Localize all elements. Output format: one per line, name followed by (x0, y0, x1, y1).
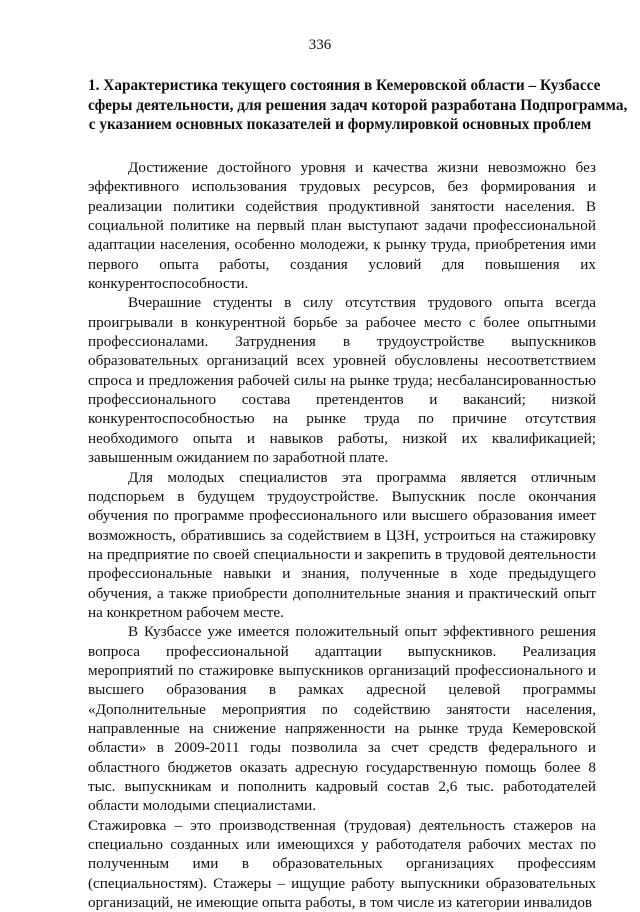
paragraph: Для молодых специалистов эта программа является отличным подспорьем в будущем трудоустройстве. Выпускник после окончания обучения по программе профессионального или высшего образования имеет возможность, обратившись за содействием в ЦЗН, устроиться на стажировку на предприятие по своей специальности и закрепить в трудовой деятельности профессиональные навыки и знания, полученные в ходе предыдущего обучения, а также приобрести дополнительные знания и практический опыт на конкретном рабочем месте. (88, 468, 596, 621)
section-heading-line: 1. Характеристика текущего состояния в Кемеровской области – Кузбассе (88, 77, 601, 94)
paragraph: В Кузбассе уже имеется положительный опыт эффективного решения вопроса профессиональной адаптации выпускников. Реализация мероприятий по стажировке выпускников организаций профессионального и высшего образования в рамках адресной целевой программы «Дополнительные мероприятия по содействию занятости населения, направленные на снижение напряженности на рынке труда Кемеровской области» в 2009-2011 годы позволила за счет средств федерального и областного бюджетов оказать адресную государственную помощь более 8 тыс. выпускникам и пополнить кадровый состав 2,6 тыс. работодателей области молодыми специалистами. (88, 623, 596, 815)
paragraph: Стажировка – это производственная (трудовая) деятельность стажеров на специально созданных или имеющихся у работодателя рабочих местах по полученным ими в образовательных организациях профессиям (специальностям). Стажеры – ищущие работу выпускники образовательных организаций, не имеющие опыта работы, в том числе из категории инвалидов (88, 816, 596, 912)
section-heading-line: сферы деятельности, для решения задач которой разработана Подпрограмма, (88, 96, 628, 114)
paragraph: Вчерашние студенты в силу отсутствия трудового опыта всегда проигрывали в конкурентной борьбе за рабочее место с более опытными профессионалами. Затруднения в трудоустройстве выпускников образовательных организаций всех уровней обусловлены несоответствием спроса и предложения рабочей силы на рынке труда; несбалансированностью профессионального состава претендентов и вакансий; низкой конкурентоспособностью на рынке труда по причине отсутствия необходимого опыта и навыков работы, низкой их квалификацией; завышенным ожиданием по заработной плате. (88, 294, 596, 467)
section-heading (88, 76, 628, 135)
paragraph: Достижение достойного уровня и качества жизни невозможно без эффективного использования трудовых ресурсов, без формирования и реализации политики содействия продуктивной занятости населения. В социальной политике на первый план выступают задачи профессиональной адаптации населения, особенно молодежи, к рынку труда, приобретения ими первого опыта работы, создания условий для повышения их конкурентоспособности. (88, 159, 596, 293)
body-text (88, 158, 596, 912)
page-number: 336 (308, 37, 332, 53)
section-heading-line: с указанием основных показателей и формулировкой основных проблем (88, 116, 592, 133)
